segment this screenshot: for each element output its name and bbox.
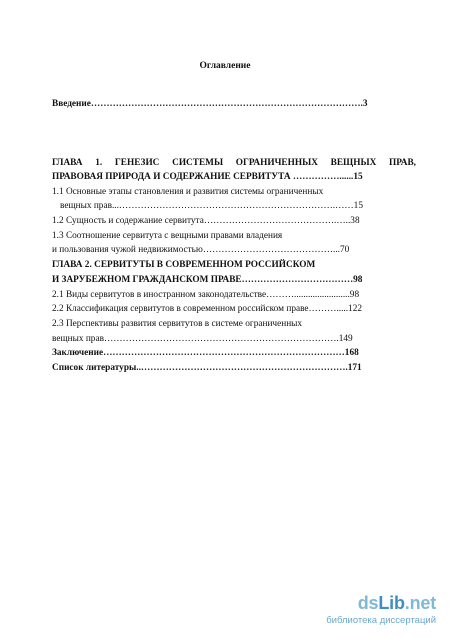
- toc-entry-conclusion: Заключение……………………………………………………………………168: [52, 348, 359, 358]
- toc-entry-introduction: Введение…………………………………………………………………………….3: [52, 99, 368, 109]
- toc-section-1-1-line-2: вещных прав...…………………………………………………………….……15: [60, 201, 363, 211]
- dslib-logo: [358, 593, 436, 614]
- logo-dot: .: [404, 593, 410, 613]
- toc-entry-bibliography: Список литературы..………………………………………………………….171: [52, 363, 362, 373]
- logo-net: net: [409, 593, 436, 613]
- toc-section-2-3-line-2: вещных прав………………………………………………………………….149: [52, 334, 353, 344]
- toc-title: Оглавление: [199, 61, 251, 71]
- toc-section-1-2: 1.2 Сущность и содержание сервитута…………………………………….…..38: [52, 216, 360, 226]
- toc-section-2-3-line-1: 2.3 Перспективы развития сервитутов в системе ограниченных: [52, 319, 303, 329]
- logo-ds: ds: [357, 593, 379, 613]
- toc-section-2-1: 2.1 Виды сервитутов в иностранном законодательстве………........................98: [52, 290, 360, 300]
- toc-section-1-3-line-2: и пользования чужой недвижимостью……………………………………...70: [52, 245, 350, 255]
- toc-section-1-3-line-1: 1.3 Соотношение сервитута с вещными правами владения: [52, 231, 283, 241]
- toc-section-2-2: 2.2 Классификация сервитутов в современном российском праве……….....122: [52, 304, 363, 314]
- logo-lib: Lib: [378, 593, 405, 613]
- toc-section-1-1-line-1: 1.1 Основные этапы становления и развития системы ограниченных: [52, 187, 324, 197]
- watermark-subtitle: библиотека диссертаций: [326, 615, 436, 626]
- toc-chapter-2-line-2: И ЗАРУБЕЖНОМ ГРАЖДАНСКОМ ПРАВЕ………………………………98: [52, 275, 363, 285]
- toc-chapter-1-line-2: ПРАВОВАЯ ПРИРОДА И СОДЕРЖАНИЕ СЕРВИТУТА ……………......15: [52, 172, 363, 182]
- toc-chapter-1-line-1: ГЛАВА 1. ГЕНЕЗИС СИСТЕМЫ ОГРАНИЧЕННЫХ ВЕЩНЫХ ПРАВ,: [52, 158, 416, 168]
- dslib-watermark: [326, 593, 436, 629]
- toc-chapter-2-line-1: ГЛАВА 2. СЕРВИТУТЫ В СОВРЕМЕННОМ РОССИЙСКОМ: [52, 260, 316, 270]
